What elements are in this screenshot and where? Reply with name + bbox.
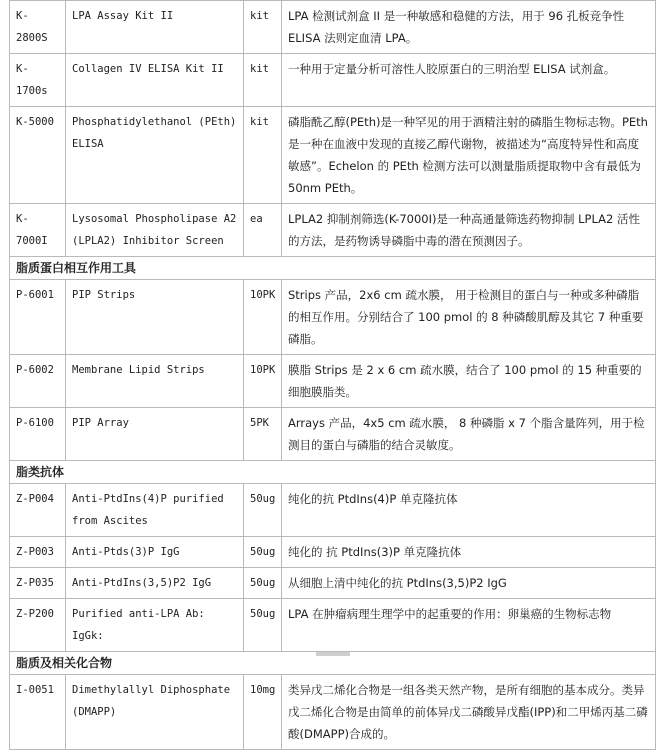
product-name: Phosphatidylethanol (PEth) ELISA: [66, 107, 244, 204]
product-row: [10, 537, 656, 568]
product-code: P-6001: [10, 280, 66, 355]
product-description: LPLA2 抑制剂筛选(K-7000I)是一种高通量筛选药物抑制 LPLA2 活性的方法，是药物诱导磷脂中毒的潜在预测因子。: [282, 204, 656, 257]
product-code: P-6100: [10, 408, 66, 461]
product-table: [9, 0, 656, 750]
product-name: PIP Array: [66, 408, 244, 461]
product-unit: 10mg: [244, 675, 282, 750]
product-row: [10, 280, 656, 355]
product-name: PIP Strips: [66, 280, 244, 355]
product-unit: 10PK: [244, 355, 282, 408]
product-unit: kit: [244, 54, 282, 107]
product-code: Z-P035: [10, 568, 66, 599]
section-title: 脂质蛋白相互作用工具: [10, 257, 656, 280]
product-name: LPA Assay Kit II: [66, 1, 244, 54]
product-description: 从细胞上清中纯化的抗 PtdIns(3,5)P2 IgG: [282, 568, 656, 599]
product-table-body: [10, 1, 656, 750]
product-description: LPA 检测试剂盒 II 是一种敏感和稳健的方法，用于 96 孔板竞争性 ELISA 法则定血清 LPA。: [282, 1, 656, 54]
product-description: LPA 在肿瘤病理生理学中的起重要的作用：卵巢癌的生物标志物: [282, 599, 656, 652]
product-description: 一种用于定量分析可溶性人胶原蛋白的三明治型 ELISA 试剂盒。: [282, 54, 656, 107]
product-unit: 50ug: [244, 537, 282, 568]
product-description: Arrays 产品，4x5 cm 疏水膜， 8 种磷脂 x 7 个脂含量阵列，用于检测目的蛋白与磷脂的结合灵敏度。: [282, 408, 656, 461]
product-code: Z-P200: [10, 599, 66, 652]
product-name: Anti-PtdIns(3,5)P2 IgG: [66, 568, 244, 599]
product-code: K-2800S: [10, 1, 66, 54]
product-unit: 50ug: [244, 484, 282, 537]
product-row: [10, 355, 656, 408]
product-unit: 50ug: [244, 599, 282, 652]
product-name: Purified anti-LPA Ab: IgGk:: [66, 599, 244, 652]
product-row: [10, 204, 656, 257]
product-code: I-0051: [10, 675, 66, 750]
product-code: Z-P003: [10, 537, 66, 568]
product-description: Strips 产品，2x6 cm 疏水膜， 用于检测目的蛋白与一种或多种磷脂的相互作用。分别结合了 100 pmol 的 8 种磷酸肌醇及其它 7 种重要磷脂。: [282, 280, 656, 355]
page-divider: [316, 652, 350, 656]
section-title: 脂类抗体: [10, 461, 656, 484]
product-name: Anti-PtdIns(4)P purified from Ascites: [66, 484, 244, 537]
product-unit: 5PK: [244, 408, 282, 461]
product-row: [10, 568, 656, 599]
product-row: [10, 1, 656, 54]
section-header-row: [10, 461, 656, 484]
product-description: 类异戊二烯化合物是一组各类天然产物，是所有细胞的基本成分。类异戊二烯化合物是由简单的前体异戊二磷酸异戊酯(IPP)和二甲烯丙基二磷酸(DMAPP)合成的。: [282, 675, 656, 750]
product-unit: ea: [244, 204, 282, 257]
product-row: [10, 484, 656, 537]
product-code: K-5000: [10, 107, 66, 204]
product-row: [10, 599, 656, 652]
product-code: Z-P004: [10, 484, 66, 537]
product-row: [10, 675, 656, 750]
product-name: Membrane Lipid Strips: [66, 355, 244, 408]
product-code: K-7000I: [10, 204, 66, 257]
section-title: 脂质及相关化合物: [10, 652, 656, 675]
product-unit: 50ug: [244, 568, 282, 599]
product-unit: kit: [244, 107, 282, 204]
product-row: [10, 107, 656, 204]
product-row: [10, 408, 656, 461]
product-code: K-1700s: [10, 54, 66, 107]
product-name: Lysosomal Phospholipase A2 (LPLA2) Inhibitor Screen: [66, 204, 244, 257]
product-name: Dimethylallyl Diphosphate (DMAPP): [66, 675, 244, 750]
product-name: Collagen IV ELISA Kit II: [66, 54, 244, 107]
section-header-row: [10, 257, 656, 280]
product-description: 膜脂 Strips 是 2 x 6 cm 疏水膜，结合了 100 pmol 的 15 种重要的细胞膜脂类。: [282, 355, 656, 408]
product-description: 磷脂酰乙醇(PEth)是一种罕见的用于酒精注射的磷脂生物标志物。PEth 是一种在血液中发现的直接乙醇代谢物，被描述为“高度特异性和高度敏感”。Echelon 的 PEth 检测方法可以测量脂质提取物中含有最低为 50nm PEth。: [282, 107, 656, 204]
product-name: Anti-Ptds(3)P IgG: [66, 537, 244, 568]
product-description: 纯化的 抗 PtdIns(3)P 单克隆抗体: [282, 537, 656, 568]
product-code: P-6002: [10, 355, 66, 408]
product-description: 纯化的抗 PtdIns(4)P 单克隆抗体: [282, 484, 656, 537]
product-unit: 10PK: [244, 280, 282, 355]
product-row: [10, 54, 656, 107]
product-unit: kit: [244, 1, 282, 54]
